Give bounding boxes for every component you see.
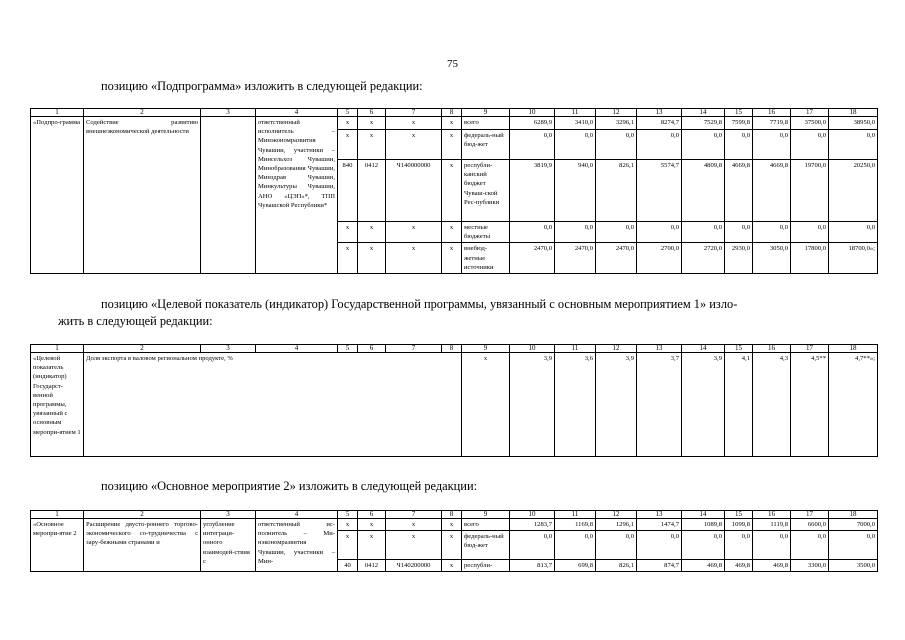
value-cell: 37500,0 [791, 117, 829, 130]
value-cell: 0,0 [725, 222, 753, 243]
rzpr-cell: x [358, 117, 386, 130]
section3-intro: позицию «Основное мероприятие 2» изложить в следующей редакции: [101, 479, 478, 493]
column-number-cell: 2 [84, 345, 201, 353]
main-event-table [30, 510, 878, 572]
column-number-cell: 13 [637, 511, 682, 519]
grbs-cell: x [338, 117, 358, 130]
value-cell: 19700,0 [791, 160, 829, 222]
column-number-cell: 11 [555, 511, 596, 519]
vr-cell: x [442, 130, 462, 160]
vr-cell: x [442, 117, 462, 130]
value-cell: 6600,0 [791, 519, 829, 531]
value-cell: 1119,8 [753, 519, 791, 531]
csr-cell: x [386, 222, 442, 243]
rzpr-cell: x [358, 222, 386, 243]
source-cell: федераль-ный бюд-жет [462, 130, 510, 160]
column-number-cell: 6 [358, 511, 386, 519]
value-cell: 1089,8 [682, 519, 725, 531]
value-cell: 0,0 [753, 222, 791, 243]
grbs-cell: 40 [338, 560, 358, 572]
csr-cell: x [386, 519, 442, 531]
page-number: 75 [447, 58, 458, 70]
column-number-cell: 15 [725, 109, 753, 117]
column-number-cell: 7 [386, 511, 442, 519]
column-number-cell: 2 [84, 109, 201, 117]
value-cell: 469,8 [753, 560, 791, 572]
column-number-cell: 10 [510, 109, 555, 117]
source-cell: республи- [462, 560, 510, 572]
vr-cell: x [442, 222, 462, 243]
csr-cell: x [386, 117, 442, 130]
value-cell: 4,3 [753, 353, 791, 457]
value-cell: 469,8 [682, 560, 725, 572]
value-cell: 0,0 [637, 130, 682, 160]
value-cell: 0,0 [510, 531, 555, 560]
rzpr-cell: x [358, 519, 386, 531]
value-cell: 0,0 [791, 222, 829, 243]
row-type-cell: «Основное меропри-ятие 2 [31, 519, 84, 572]
source-cell: федераль-ный бюд-жет [462, 531, 510, 560]
row-type-cell: «Целевой показатель (индикатор) Государст-венной программы, увязанный с основным меропри-ятием 1 [31, 353, 84, 457]
value-cell: 0,0 [791, 531, 829, 560]
section2-intro-line2: жить в следующей редакции: [58, 314, 213, 328]
table-header-row [31, 345, 878, 353]
subprogram-name-cell: Содействие развитию внешнеэкономической деятельности [84, 117, 201, 274]
value-cell: 0,0 [829, 531, 878, 560]
value-cell: 2720,0 [682, 243, 725, 274]
value-cell: 7599,8 [725, 117, 753, 130]
rzpr-cell: 0412 [358, 160, 386, 222]
value-cell: 2470,0 [510, 243, 555, 274]
column-number-cell: 4 [256, 345, 338, 353]
value-cell: 0,0 [596, 130, 637, 160]
table-row [31, 519, 878, 531]
executors-cell: ответственный исполнитель – Минэкономразвития Чувашии, участники – Минсельхоз Чувашии, Минобразования Чувашии, Минздрав Чувашии, Минкультуры Чувашии, АНО «ЦЭП»*, ТПП Чувашской Республики* [256, 117, 338, 274]
value-cell: 3,9 [510, 353, 555, 457]
value-cell: 3,7 [637, 353, 682, 457]
value-cell: 0,0 [555, 222, 596, 243]
value-cell: 699,8 [555, 560, 596, 572]
value-cell: 813,7 [510, 560, 555, 572]
indicator-name-cell: Доля экспорта в валовом региональном продукте, % [84, 353, 462, 457]
value-cell: 826,1 [596, 160, 637, 222]
value-cell: 0,0 [682, 222, 725, 243]
column-number-cell: 5 [338, 109, 358, 117]
value-cell: 0,0 [682, 531, 725, 560]
value-cell: 2470,0 [596, 243, 637, 274]
column-number-cell: 15 [725, 345, 753, 353]
vr-cell: x [442, 160, 462, 222]
column-number-cell: 11 [555, 109, 596, 117]
empty-cell [201, 117, 256, 274]
source-cell: республи-канский бюджет Чуваш-ской Рес-публики [462, 160, 510, 222]
column-number-cell: 16 [753, 511, 791, 519]
value-cell: 4,1 [725, 353, 753, 457]
value-cell: 940,0 [555, 160, 596, 222]
value-cell: 7719,8 [753, 117, 791, 130]
value-cell: 2930,0 [725, 243, 753, 274]
column-number-cell: 2 [84, 511, 201, 519]
value-cell: 826,1 [596, 560, 637, 572]
value-cell: 6289,9 [510, 117, 555, 130]
value-cell: 3300,0 [791, 560, 829, 572]
value-cell: 3296,1 [596, 117, 637, 130]
column-number-cell: 7 [386, 109, 442, 117]
column-number-cell: 13 [637, 345, 682, 353]
column-number-cell: 6 [358, 345, 386, 353]
column-number-cell: 9 [462, 109, 510, 117]
grbs-cell: x [338, 130, 358, 160]
value-cell: 0,0 [791, 130, 829, 160]
value-cell: 3050,0 [753, 243, 791, 274]
value-cell: 2700,0 [637, 243, 682, 274]
value-cell: 0,0 [829, 130, 878, 160]
value-cell: 7529,8 [682, 117, 725, 130]
value-cell: 469,8 [725, 560, 753, 572]
grbs-cell: x [338, 222, 358, 243]
value-cell: 0,0 [637, 531, 682, 560]
value-cell: 3819,9 [510, 160, 555, 222]
column-number-cell: 18 [829, 511, 878, 519]
csr-cell: Ч140200000 [386, 560, 442, 572]
column-number-cell: 3 [201, 345, 256, 353]
indicator-table [30, 344, 878, 457]
column-number-cell: 15 [725, 511, 753, 519]
csr-cell: Ч140000000 [386, 160, 442, 222]
value-cell: 0,0 [596, 222, 637, 243]
column-number-cell: 12 [596, 345, 637, 353]
column-number-cell: 8 [442, 345, 462, 353]
value-cell: 38950,0 [829, 117, 878, 130]
event-name-cell: Расширение двусто-роннего торгово-экономического со-трудничества с зару-бежными странами и [84, 519, 201, 572]
column-number-cell: 13 [637, 109, 682, 117]
value-cell: 1283,7 [510, 519, 555, 531]
source-cell: местные бюджеты [462, 222, 510, 243]
section2-intro-line1: позицию «Целевой показатель (индикатор) Государственной программы, увязанный с основным мероприятием 1» изло- [101, 297, 738, 311]
section1-intro: позицию «Подпрограмма» изложить в следующей редакции: [101, 79, 423, 93]
value-cell: 3410,0 [555, 117, 596, 130]
value-cell: 0,0 [753, 130, 791, 160]
source-cell: всего [462, 117, 510, 130]
column-number-cell: 17 [791, 511, 829, 519]
value-cell: 1296,1 [596, 519, 637, 531]
column-number-cell: 8 [442, 109, 462, 117]
table-row [31, 353, 878, 457]
csr-cell: x [386, 531, 442, 560]
column-number-cell: 14 [682, 109, 725, 117]
column-number-cell: 14 [682, 345, 725, 353]
goal-cell: углубление интеграци-онного взаимодей-ствия с [201, 519, 256, 572]
column-number-cell: 3 [201, 511, 256, 519]
column-number-cell: 1 [31, 109, 84, 117]
column-number-cell: 9 [462, 511, 510, 519]
grbs-cell: x [338, 531, 358, 560]
vr-cell: x [442, 560, 462, 572]
rzpr-cell: x [358, 130, 386, 160]
value-cell: 0,0 [596, 531, 637, 560]
value-cell: 7000,0 [829, 519, 878, 531]
table-header-row [31, 511, 878, 519]
value-cell: 1099,8 [725, 519, 753, 531]
table-row [31, 117, 878, 130]
grbs-cell: 840 [338, 160, 358, 222]
value-cell: 4669,8 [725, 160, 753, 222]
column-number-cell: 12 [596, 511, 637, 519]
column-number-cell: 17 [791, 345, 829, 353]
value-cell: 3,9 [682, 353, 725, 457]
value-cell: 0,0 [510, 222, 555, 243]
value-cell: 2470,0 [555, 243, 596, 274]
rzpr-cell: x [358, 531, 386, 560]
value-cell: 4,7**»; [829, 353, 878, 457]
value-cell: 0,0 [725, 531, 753, 560]
value-cell: 20250,0 [829, 160, 878, 222]
column-number-cell: 6 [358, 109, 386, 117]
value-cell: 0,0 [682, 130, 725, 160]
column-number-cell: 10 [510, 511, 555, 519]
value-cell: 18700,0»; [829, 243, 878, 274]
grbs-cell: x [338, 243, 358, 274]
value-cell: 0,0 [555, 130, 596, 160]
column-number-cell: 7 [386, 345, 442, 353]
column-number-cell: 18 [829, 345, 878, 353]
column-number-cell: 4 [256, 109, 338, 117]
column-number-cell: 3 [201, 109, 256, 117]
value-cell: 0,0 [753, 531, 791, 560]
value-cell: 8274,7 [637, 117, 682, 130]
column-number-cell: 1 [31, 511, 84, 519]
column-number-cell: 4 [256, 511, 338, 519]
column-number-cell: 1 [31, 345, 84, 353]
subprogram-table [30, 108, 878, 274]
value-cell: 3,6 [555, 353, 596, 457]
column-number-cell: 5 [338, 345, 358, 353]
value-cell: 3500,0 [829, 560, 878, 572]
value-cell: 1474,7 [637, 519, 682, 531]
executors-cell: ответственный ис-полнитель – Ми-нэкономразвития Чувашии, участники – Мин- [256, 519, 338, 572]
column-number-cell: 17 [791, 109, 829, 117]
vr-cell: x [442, 243, 462, 274]
column-number-cell: 10 [510, 345, 555, 353]
rzpr-cell: 0412 [358, 560, 386, 572]
source-cell: всего [462, 519, 510, 531]
value-cell: 4809,8 [682, 160, 725, 222]
csr-cell: x [386, 243, 442, 274]
value-cell: 17800,0 [791, 243, 829, 274]
value-cell: 0,0 [637, 222, 682, 243]
vr-cell: x [442, 531, 462, 560]
column-number-cell: 9 [462, 345, 510, 353]
column-number-cell: 11 [555, 345, 596, 353]
table-header-row [31, 109, 878, 117]
column-number-cell: 18 [829, 109, 878, 117]
column-number-cell: 8 [442, 511, 462, 519]
row-type-cell: «Подпро-грамма [31, 117, 84, 274]
column-number-cell: 16 [753, 109, 791, 117]
column-number-cell: 16 [753, 345, 791, 353]
source-cell: внебюд-жетные источники [462, 243, 510, 274]
value-cell: 3,9 [596, 353, 637, 457]
value-cell: 5574,7 [637, 160, 682, 222]
value-cell: 0,0 [829, 222, 878, 243]
value-cell: 4,5** [791, 353, 829, 457]
column-number-cell: 14 [682, 511, 725, 519]
value-cell: 0,0 [510, 130, 555, 160]
value-cell: 4669,8 [753, 160, 791, 222]
column-number-cell: 5 [338, 511, 358, 519]
rzpr-cell: x [358, 243, 386, 274]
value-cell: 1169,8 [555, 519, 596, 531]
value-cell: 0,0 [555, 531, 596, 560]
value-cell: 874,7 [637, 560, 682, 572]
grbs-cell: x [338, 519, 358, 531]
column-number-cell: 12 [596, 109, 637, 117]
x-cell: x [462, 353, 510, 457]
value-cell: 0,0 [725, 130, 753, 160]
vr-cell: x [442, 519, 462, 531]
csr-cell: x [386, 130, 442, 160]
